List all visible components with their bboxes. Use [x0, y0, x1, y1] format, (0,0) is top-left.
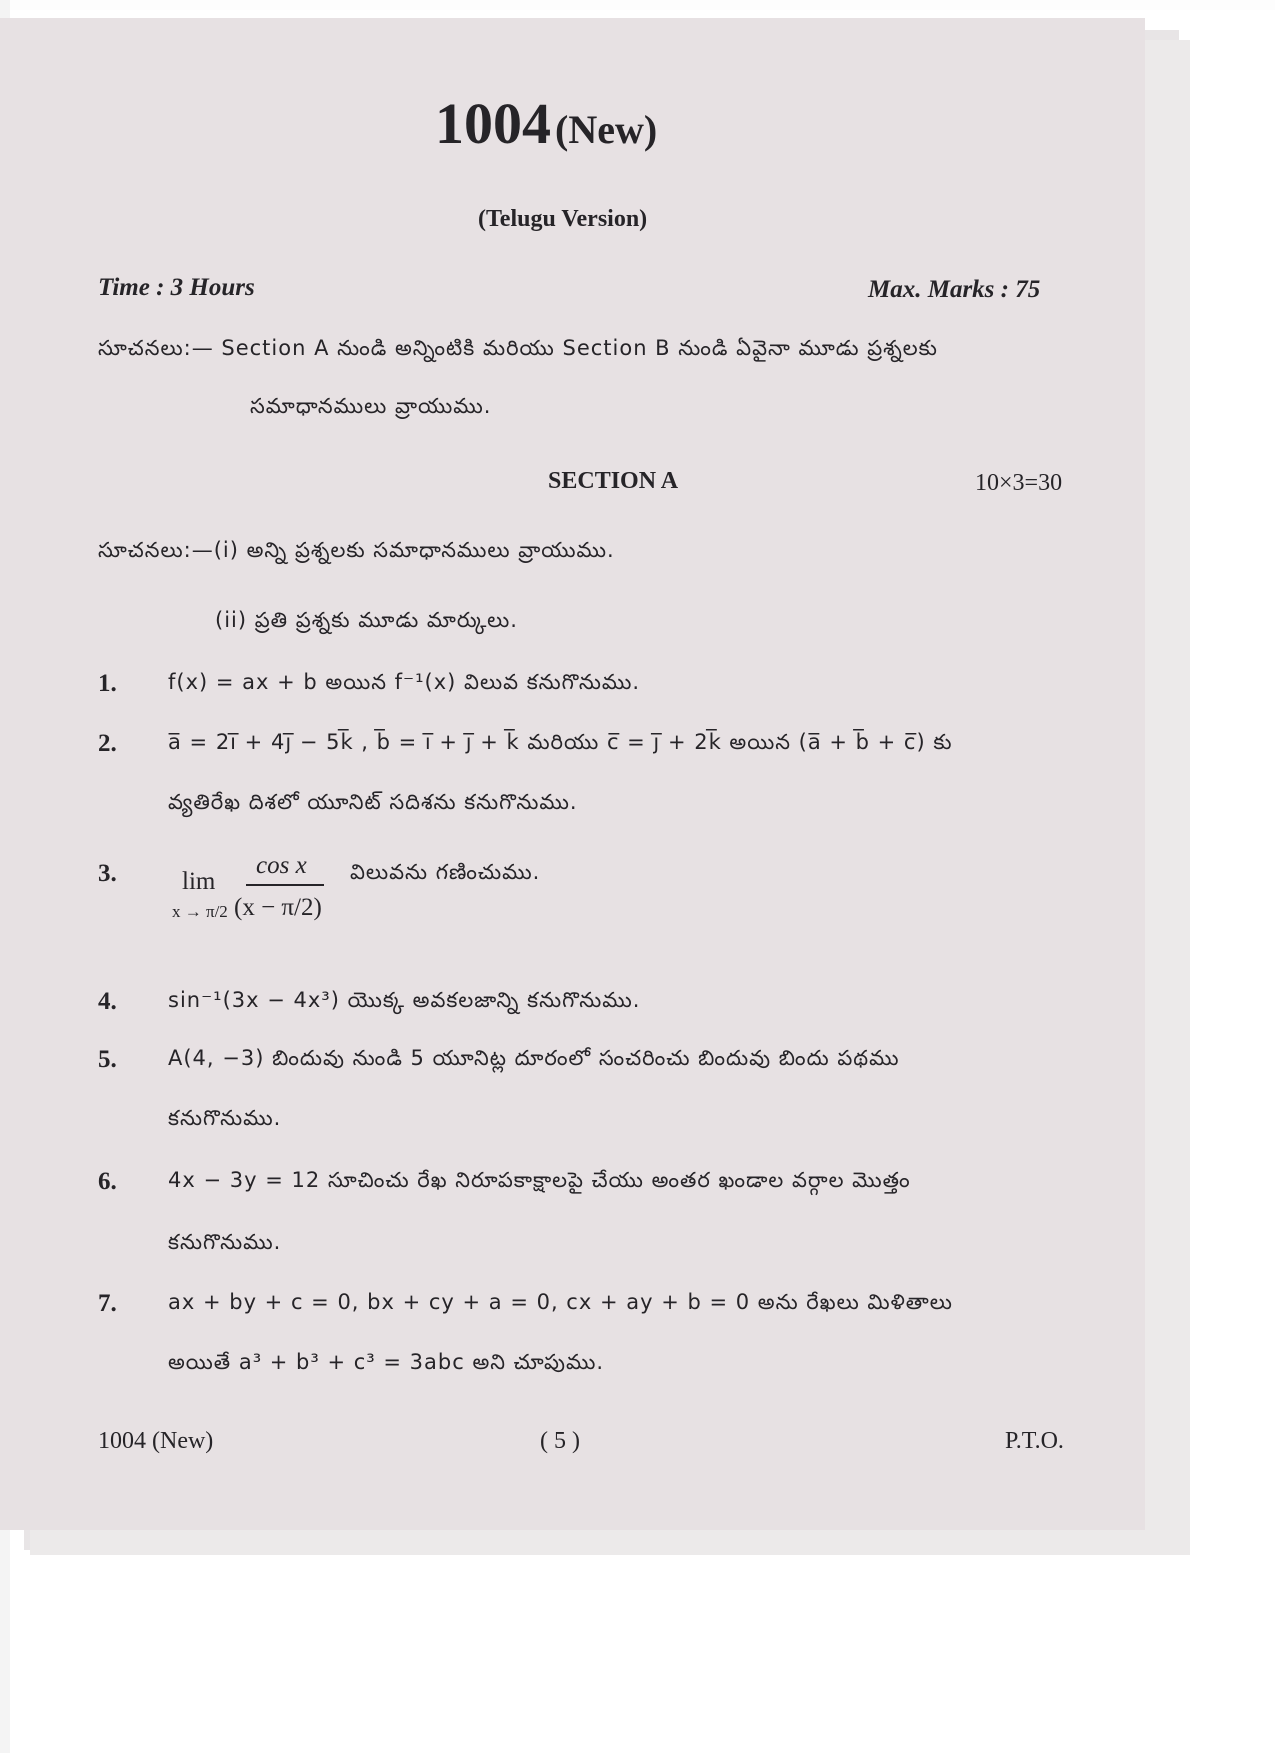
question-1-text: f(x) = ax + b అయిన f⁻¹(x) విలువ కనుగొనుము. — [168, 670, 641, 694]
question-2-line-1: a̅ = 2i̅ + 4j̅ − 5k̅ , b̅ = i̅ + j̅ + k̅ మరియు c̅ = j̅ + 2k̅ అయిన (a̅ + b̅ + c̅) కు — [168, 730, 953, 754]
question-number: 4. — [98, 988, 117, 1015]
section-marks: 10×3=30 — [975, 470, 1063, 496]
lim-subscript: x → π/2 — [172, 902, 228, 921]
question-7-line-1: ax + by + c = 0, bx + cy + a = 0, cx + ay + b = 0 అను రేఖలు మిళితాలు — [168, 1290, 953, 1314]
footer-paper-code: 1004 (New) — [98, 1428, 214, 1454]
section-title: SECTION A — [548, 468, 679, 494]
paper-code: 1004 — [435, 91, 551, 156]
question-5-line-1: A(4, −3) బిందువు నుండి 5 యూనిట్ల దూరంలో సంచరించు బిందువు బిందు పథము — [168, 1046, 900, 1070]
question-6-line-1: 4x − 3y = 12 సూచించు రేఖ నిరూపకాక్షాలపై చేయు అంతర ఖండాల వర్గాల మొత్తం — [168, 1168, 911, 1192]
instructions-line-2: సమాధానములు వ్రాయుము. — [250, 394, 492, 418]
question-4-text: sin⁻¹(3x − 4x³) యొక్క అవకలజాన్ని కనుగొనుము. — [168, 988, 641, 1012]
instructions-line-1: సూచనలు:— Section A నుండి అన్నింటికి మరియు Section B నుండి ఏవైనా మూడు ప్రశ్నలకు — [98, 336, 938, 360]
question-2-line-2: వ్యతిరేఖ దిశలో యూనిట్ సదిశను కనుగొనుము. — [168, 790, 578, 814]
section-note-2: (ii) ప్రతి ప్రశ్నకు మూడు మార్కులు. — [215, 608, 518, 632]
question-7-line-2: అయితే a³ + b³ + c³ = 3abc అని చూపుము. — [168, 1350, 605, 1374]
question-number: 1. — [98, 670, 117, 697]
denominator: (x − π/2) — [234, 894, 322, 921]
exam-page — [0, 18, 1145, 1530]
page-number: ( 5 ) — [540, 1428, 580, 1454]
question-number: 3. — [98, 860, 117, 887]
question-6-line-2: కనుగొనుము. — [168, 1230, 282, 1254]
section-note-1: సూచనలు:—(i) అన్ని ప్రశ్నలకు సమాధానములు వ్రాయుము. — [98, 538, 615, 562]
numerator: cos x — [256, 852, 307, 879]
question-3-text: విలువను గణించుము. — [350, 860, 541, 884]
time-label: Time : 3 Hours — [98, 274, 255, 301]
limit-expression — [172, 852, 332, 966]
paper-edition: (New) — [555, 107, 658, 152]
question-number: 2. — [98, 730, 117, 757]
paper-code-title — [435, 90, 657, 157]
lim-word: lim — [182, 868, 216, 895]
question-number: 6. — [98, 1168, 117, 1195]
scan-border — [0, 0, 1275, 10]
max-marks-label: Max. Marks : 75 — [868, 276, 1041, 303]
version-label: (Telugu Version) — [478, 206, 648, 232]
question-5-line-2: కనుగొనుము. — [168, 1106, 282, 1130]
question-number: 5. — [98, 1046, 117, 1073]
pto-label: P.T.O. — [1005, 1428, 1064, 1454]
question-number: 7. — [98, 1290, 117, 1317]
fraction-bar — [246, 884, 324, 886]
